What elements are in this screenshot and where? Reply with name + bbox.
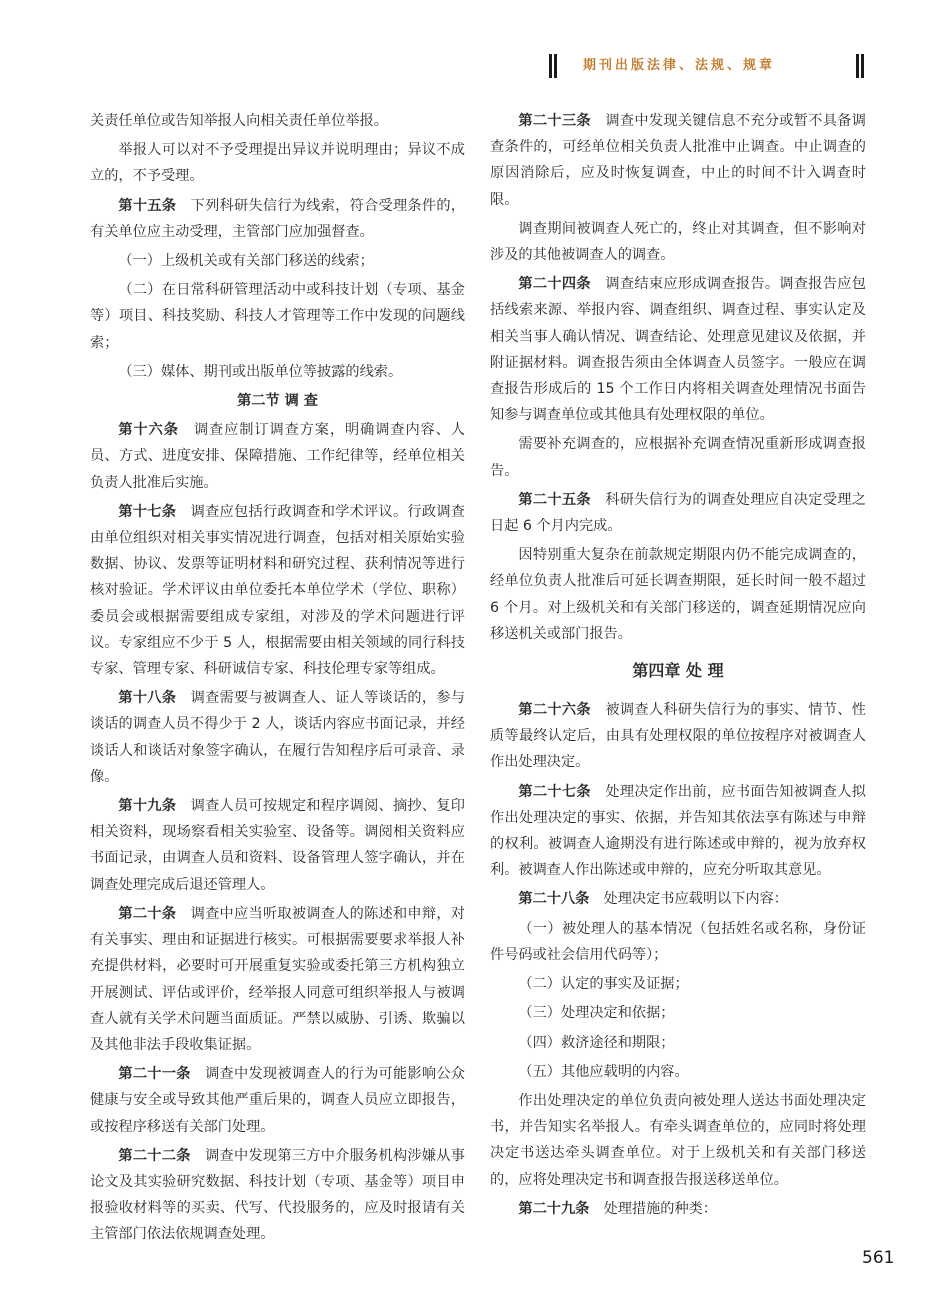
article-18 [90, 685, 465, 790]
article-text: 处理决定书应载明以下内容： [603, 891, 788, 908]
article-label: 第二十条 [118, 905, 177, 922]
header-title: 期刊出版法律、法规、规章 [583, 58, 776, 73]
list-item: （一）被处理人的基本情况（包括姓名或名称，身份证件号码或社会信用代码等）； [490, 920, 866, 963]
article-19 [90, 793, 465, 898]
article-text: 调查中发现第三方中介服务机构涉嫌从事论文及其实验研究数据、科技计划（专项、基金等）项目申报验收材料等的买卖、代写、代投服务的，应及时报请有关主管部门依法依规调查处理。 [90, 1147, 465, 1243]
article-text: 被调查人科研失信行为的事实、情节、性质等最终认定后，由具有处理权限的单位按程序对被调查人作出处理决定。 [490, 702, 866, 771]
list-item: （二）认定的事实及证据； [518, 976, 689, 993]
article-text: 下列科研失信行为线索，符合受理条件的，有关单位应主动受理，主管部门应加强督查。 [90, 197, 465, 240]
article-text: 调查应包括行政调查和学术评议。行政调查由单位组织对相关事实情况进行调查，包括对相关原始实验数据、协议、发票等证明材料和研究过程、获利情况等进行核对验证。学术评议由单位委托本单位学术（学位、职称）委员会或根据需要组成专家组，对涉及的学术问题进行评议。专家组应不少于 5 人，根据需要由相关领域的同行科技专家、管理专家、科研诚信专家、科技伦理专家等组成。 [90, 503, 465, 678]
article-text: 科研失信行为的调查处理应自决定受理之日起 6 个月内完成。 [490, 491, 866, 535]
paragraph: 关责任单位或告知举报人向相关责任单位举报。 [90, 113, 388, 129]
paragraph: 调查期间被调查人死亡的，终止对其调查，但不影响对涉及的其他被调查人的调查。 [490, 220, 866, 264]
article-label: 第十六条 [118, 422, 179, 439]
list-item: （一）上级机关或有关部门移送的线索； [118, 253, 374, 270]
list-item: （三）媒体、期刊或出版单位等披露的线索。 [118, 363, 403, 380]
article-26 [490, 697, 866, 776]
paragraph: 举报人可以对不予受理提出异议并说明理由；异议不成立的，不予受理。 [90, 142, 465, 185]
article-17 [90, 499, 465, 682]
article-21 [90, 1061, 465, 1140]
running-header [545, 54, 875, 80]
article-27 [490, 779, 866, 884]
article-text: 调查中发现被调查人的行为可能影响公众健康与安全或导致其他严重后果的，调查人员应立即报告，或按程序移送有关部门处理。 [90, 1066, 465, 1135]
article-label: 第二十三条 [518, 113, 591, 129]
article-text: 调查结束应形成调查报告。调查报告应包括线索来源、举报内容、调查组织、调查过程、事实认定及相关当事人确认情况、调查结论、处理意见建议及依据，并附证据材料。调查报告须由全体调查人员签字。一般应在调查报告形成后的 15 个工作日内将相关调查处理情况书面告知参与调查单位或其他具有处理权限的单位。 [490, 276, 866, 424]
article-label: 第十八条 [118, 690, 177, 707]
article-25 [490, 487, 866, 539]
article-text: 调查中发现关键信息不充分或暂不具备调查条件的，可经单位相关负责人批准中止调查。中止调查的原因消除后，应及时恢复调查，中止的时间不计入调查时限。 [490, 113, 866, 208]
paragraph: 作出处理决定的单位负责向被处理人送达书面处理决定书，并告知实名举报人。有牵头调查单位的，应同时将处理决定书送达牵头调查单位。对于上级机关和有关部门移送的，应将处理决定书和调查报告报送移送单位。 [490, 1092, 866, 1188]
article-23 [490, 108, 866, 213]
article-20 [90, 901, 465, 1058]
article-label: 第十九条 [118, 798, 177, 815]
list-item: （三）处理决定和依据； [518, 1005, 675, 1022]
article-label: 第二十五条 [518, 491, 591, 508]
list-item: （五）其他应载明的内容。 [518, 1063, 689, 1080]
page-number: 561 [862, 1248, 895, 1268]
article-label: 第十七条 [118, 503, 177, 520]
article-label: 第二十二条 [118, 1147, 191, 1164]
header-bar-right-1 [856, 54, 859, 78]
article-29 [490, 1196, 866, 1222]
section-title: 第二节 调 查 [237, 393, 318, 410]
chapter-title: 第四章 处 理 [632, 661, 724, 681]
article-text: 处理措施的种类： [603, 1200, 718, 1217]
left-column [90, 108, 465, 1251]
paragraph: 需要补充调查的，应根据补充调查情况重新形成调查报告。 [490, 436, 866, 479]
article-label: 第二十八条 [518, 891, 590, 908]
article-text: 处理决定作出前，应书面告知被调查人拟作出处理决定的事实、依据，并告知其依法享有陈述与申辩的权利。被调查人逾期没有进行陈述或申辩的，视为放弃权利。被调查人作出陈述或申辩的，应充分听取其意见。 [490, 783, 866, 879]
paragraph: 因特别重大复杂在前款规定期限内仍不能完成调查的，经单位负责人批准后可延长调查期限，延长时间一般不超过 6 个月。对上级机关和有关部门移送的，调查延期情况应向移送机关或部门报告。 [490, 547, 866, 642]
article-text: 调查需要与被调查人、证人等谈话的，参与谈话的调查人员不得少于 2 人，谈话内容应书面记录，并经谈话人和谈话对象签字确认，在履行告知程序后可录音、录像。 [90, 690, 465, 785]
article-16 [90, 417, 465, 496]
article-text: 调查中应当听取被调查人的陈述和申辩，对有关事实、理由和证据进行核实。可根据需要要求举报人补充提供材料，必要时可开展重复实验或委托第三方机构独立开展测试、评估或评价，经举报人同意可组织举报人与被调查人就有关学术问题当面质证。严禁以威胁、引诱、欺骗以及其他非法手段收集证据。 [90, 905, 465, 1053]
article-text: 调查应制订调查方案，明确调查内容、人员、方式、进度安排、保障措施、工作纪律等，经单位相关负责人批准后实施。 [90, 422, 465, 491]
header-bar-left-1 [549, 54, 552, 78]
right-column [490, 108, 866, 1225]
article-label: 第二十一条 [118, 1066, 191, 1083]
list-item: （四）救济途径和期限； [518, 1034, 675, 1051]
article-label: 第二十四条 [518, 276, 591, 293]
article-label: 第二十六条 [518, 702, 591, 719]
article-15 [90, 193, 465, 245]
article-label: 第二十七条 [518, 783, 591, 800]
article-28 [490, 886, 866, 912]
article-label: 第二十九条 [518, 1200, 590, 1217]
header-bar-right-2 [861, 54, 864, 78]
article-label: 第十五条 [118, 197, 177, 214]
article-text: 调查人员可按规定和程序调阅、摘抄、复印相关资料，现场察看相关实验室、设备等。调阅相关资料应书面记录，由调查人员和资料、设备管理人签字确认，并在调查处理完成后退还管理人。 [90, 798, 465, 893]
header-bar-left-2 [554, 54, 557, 78]
article-24 [490, 271, 866, 428]
list-item: （二）在日常科研管理活动中或科技计划（专项、基金等）项目、科技奖励、科技人才管理等工作中发现的问题线索； [90, 282, 465, 351]
article-22 [90, 1143, 465, 1248]
